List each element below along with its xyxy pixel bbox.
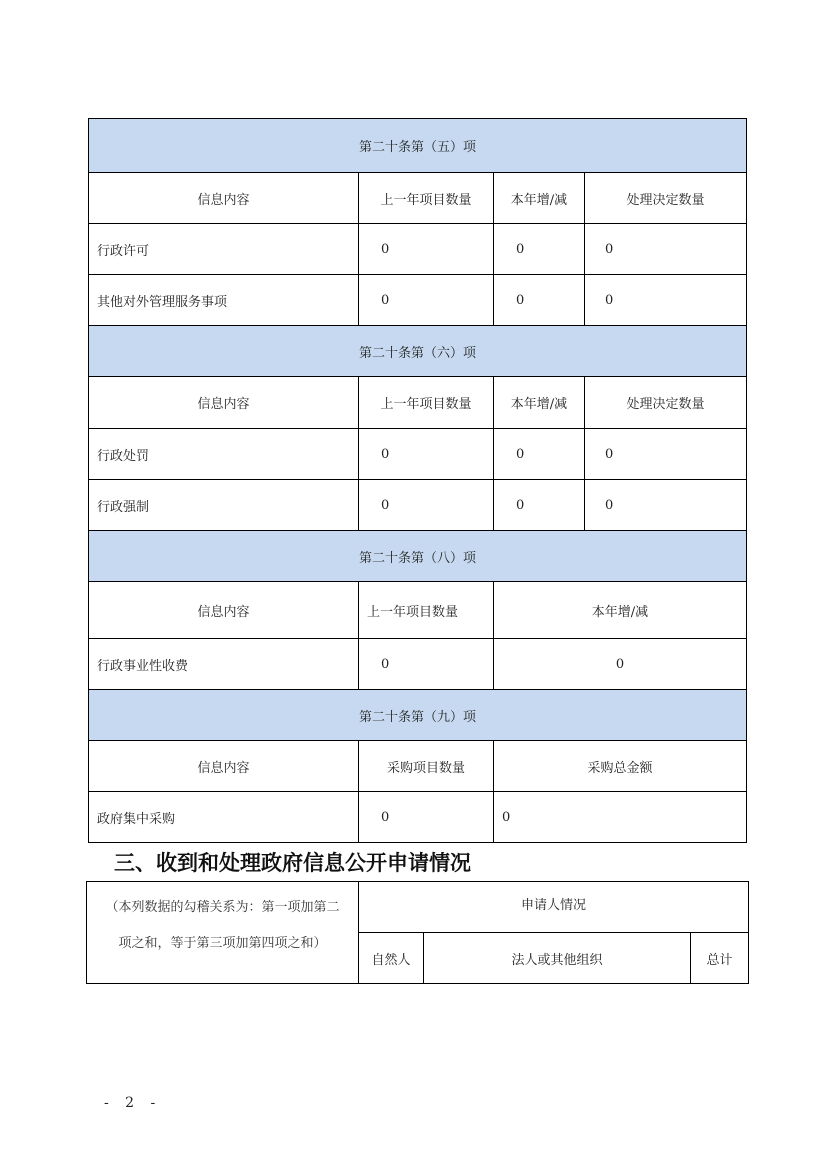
section5-row-decisions: 0	[584, 274, 747, 326]
section6-header-prev-count: 上一年项目数量	[358, 376, 494, 429]
section6-header-decisions: 处理决定数量	[584, 376, 747, 429]
section6-row-label: 行政强制	[88, 479, 359, 531]
section5-row-prev-count: 0	[358, 223, 494, 275]
part3-natural-person: 自然人	[358, 932, 424, 984]
section5-row-label: 行政许可	[88, 223, 359, 275]
section8-row-prev-count: 0	[358, 638, 494, 690]
part3-note	[86, 881, 359, 984]
section5-header-change: 本年增/减	[493, 172, 585, 224]
section5-row-label: 其他对外管理服务事项	[88, 274, 359, 326]
section9-row-purchase-count: 0	[358, 791, 494, 843]
section6-row-decisions: 0	[584, 428, 747, 480]
section5-row-prev-count: 0	[358, 274, 494, 326]
section9-row-label: 政府集中采购	[88, 791, 359, 843]
part3-note-line2: 项之和，等于第三项加第四项之和）	[118, 936, 327, 951]
part3-legal-person: 法人或其他组织	[423, 932, 691, 984]
section6-header-change: 本年增/减	[493, 376, 585, 429]
part3-heading: 三、收到和处理政府信息公开申请情况	[114, 851, 471, 875]
section9-header-purchase-amount: 采购总金额	[493, 740, 747, 792]
section6-row-prev-count: 0	[358, 428, 494, 480]
section5-header-decisions: 处理决定数量	[584, 172, 747, 224]
section9-row-purchase-amount: 0	[493, 791, 747, 843]
section6-row-prev-count: 0	[358, 479, 494, 531]
section9-header-purchase-count: 采购项目数量	[358, 740, 494, 792]
page-number: - 2 -	[104, 1095, 162, 1111]
section5-row-change: 0	[493, 274, 585, 326]
section8-header-change: 本年增/减	[493, 581, 747, 639]
section8-title: 第二十条第（八）项	[88, 530, 747, 582]
section8-header-content: 信息内容	[88, 581, 359, 639]
section5-header-content: 信息内容	[88, 172, 359, 224]
section8-row-change: 0	[493, 638, 747, 690]
part3-applicant-header: 申请人情况	[358, 881, 749, 933]
section9-title: 第二十条第（九）项	[88, 689, 747, 741]
part3-total: 总计	[690, 932, 749, 984]
section5-row-change: 0	[493, 223, 585, 275]
section5-title: 第二十条第（五）项	[88, 118, 747, 173]
part3-note-line1: （本列数据的勾稽关系为：第一项加第二	[105, 900, 340, 915]
section8-header-prev-count: 上一年项目数量	[358, 581, 494, 639]
section6-header-content: 信息内容	[88, 376, 359, 429]
section8-row-label: 行政事业性收费	[88, 638, 359, 690]
section6-row-label: 行政处罚	[88, 428, 359, 480]
section6-row-change: 0	[493, 428, 585, 480]
section5-header-prev-count: 上一年项目数量	[358, 172, 494, 224]
section5-row-decisions: 0	[584, 223, 747, 275]
section6-row-decisions: 0	[584, 479, 747, 531]
section9-header-content: 信息内容	[88, 740, 359, 792]
section6-title: 第二十条第（六）项	[88, 325, 747, 377]
section6-row-change: 0	[493, 479, 585, 531]
